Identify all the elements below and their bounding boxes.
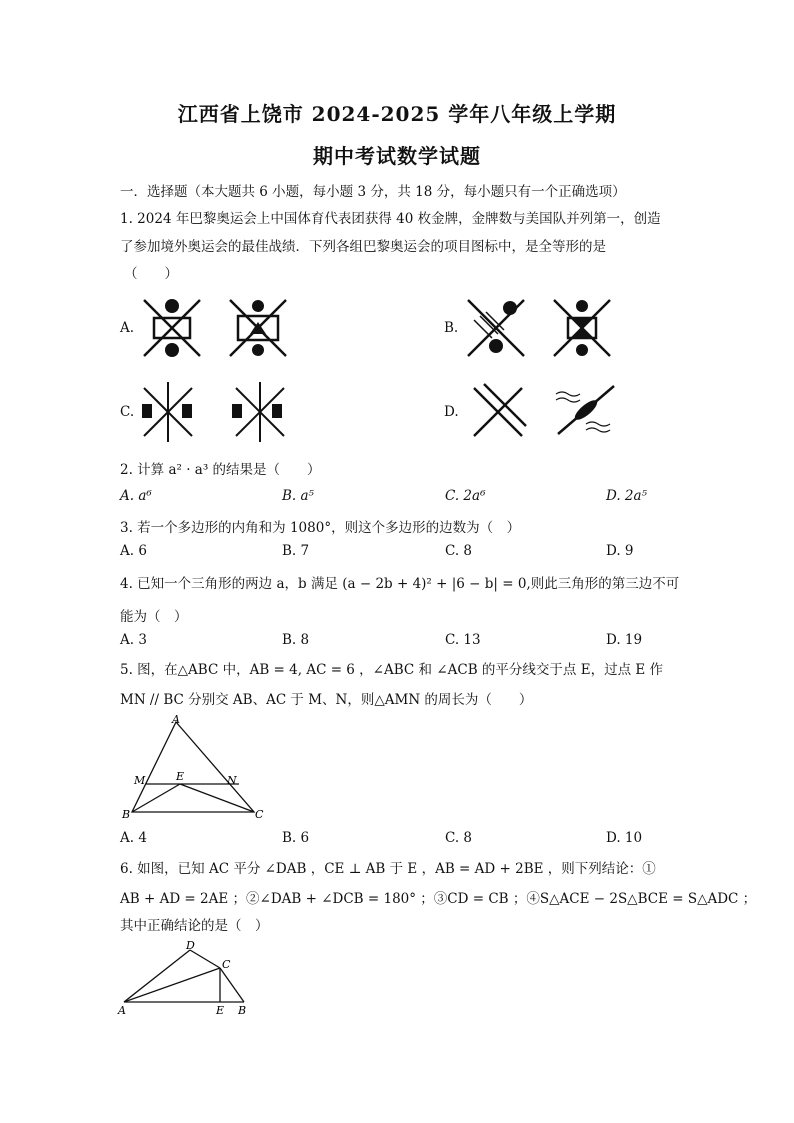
q1-option-b-label: B. [444, 320, 459, 336]
q5-line2: MN // BC 分别交 AB、AC 于 M、N，则△AMN 的周长为（ ） [120, 692, 533, 708]
q1-option-c-label: C. [120, 404, 135, 420]
q3-option-d: D. 9 [606, 543, 634, 559]
q5-label-n: N [227, 774, 237, 787]
q5-option-c: C. 8 [445, 830, 473, 846]
q2-stem: 2. 计算 a² · a³ 的结果是（ ） [120, 462, 321, 478]
q6-line2: AB + AD = 2AE ；②∠DAB + ∠DCB = 180° ；③CD = CB ；④S△ACE − 2S△BCE = S△ADC ； [120, 891, 757, 907]
q6-figure [114, 938, 264, 1024]
q5-label-c: C [255, 808, 264, 821]
exam-title: 江西省上饶市 2024-2025 学年八年级上学期 [177, 102, 617, 126]
q6-label-c: C [222, 958, 231, 971]
q4-line2: 能为（ ） [120, 609, 188, 625]
q6-label-b: B [238, 1004, 247, 1017]
q5-option-d: D. 10 [606, 830, 643, 846]
q6-line1: 6. 如图，已知 AC 平分 ∠DAB ，CE ⊥ AB 于 E ，AB = AD + 2BE ，则下列结论：① [120, 861, 656, 877]
q1-icons-b [464, 296, 624, 364]
q5-triangle-figure [118, 712, 278, 828]
q4-option-a: A. 3 [120, 632, 147, 648]
q1-icons-a [140, 296, 300, 364]
q6-label-d: D [186, 939, 195, 952]
q1-line2: 了参加境外奥运会的最佳战绩．下列各组巴黎奥运会的项目图标中，是全等形的是 [120, 239, 606, 255]
q1-icons-c [136, 380, 296, 448]
q6-line3: 其中正确结论的是（ ） [120, 918, 269, 934]
q4-option-d: D. 19 [606, 632, 643, 648]
q1-line3: （ ） [124, 266, 178, 282]
exam-subtitle: 期中考试数学试题 [313, 144, 481, 168]
q1-option-a-label: A. [120, 320, 135, 336]
q5-label-m: M [134, 774, 146, 787]
q5-label-a: A [172, 713, 180, 726]
q6-label-a: A [118, 1004, 126, 1017]
q1-line1: 1. 2024 年巴黎奥运会上中国体育代表团获得 40 枚金牌，金牌数与美国队并列第一，创造 [120, 211, 661, 227]
q5-label-e: E [176, 770, 185, 783]
q1-option-d-label: D. [444, 404, 459, 420]
q5-option-b: B. 6 [282, 830, 310, 846]
q3-option-a: A. 6 [120, 543, 147, 559]
q6-label-e: E [216, 1004, 225, 1017]
q2-option-a: A. a⁶ [120, 488, 152, 504]
q4-line1: 4. 已知一个三角形的两边 a，b 满足 (a − 2b + 4)² + |6 − b| = 0,则此三角形的第三边不可 [120, 576, 680, 592]
q4-option-c: C. 13 [445, 632, 481, 648]
q3-option-c: C. 8 [445, 543, 473, 559]
q1-icons-d [466, 380, 626, 448]
section-heading: 一．选择题（本大题共 6 小题，每小题 3 分，共 18 分，每小题只有一个正确选项） [120, 184, 626, 200]
q2-option-d: D. 2a⁵ [606, 488, 647, 504]
q3-option-b: B. 7 [282, 543, 310, 559]
q5-line1: 5. 图，在△ABC 中，AB = 4, AC = 6 ，∠ABC 和 ∠ACB 的平分线交于点 E，过点 E 作 [120, 662, 664, 678]
q2-option-c: C. 2a⁶ [445, 488, 486, 504]
q2-option-b: B. a⁵ [282, 488, 314, 504]
q5-option-a: A. 4 [120, 830, 147, 846]
q3-stem: 3. 若一个多边形的内角和为 1080°，则这个多边形的边数为（ ） [120, 520, 521, 536]
q4-option-b: B. 8 [282, 632, 310, 648]
q5-label-b: B [122, 808, 131, 821]
